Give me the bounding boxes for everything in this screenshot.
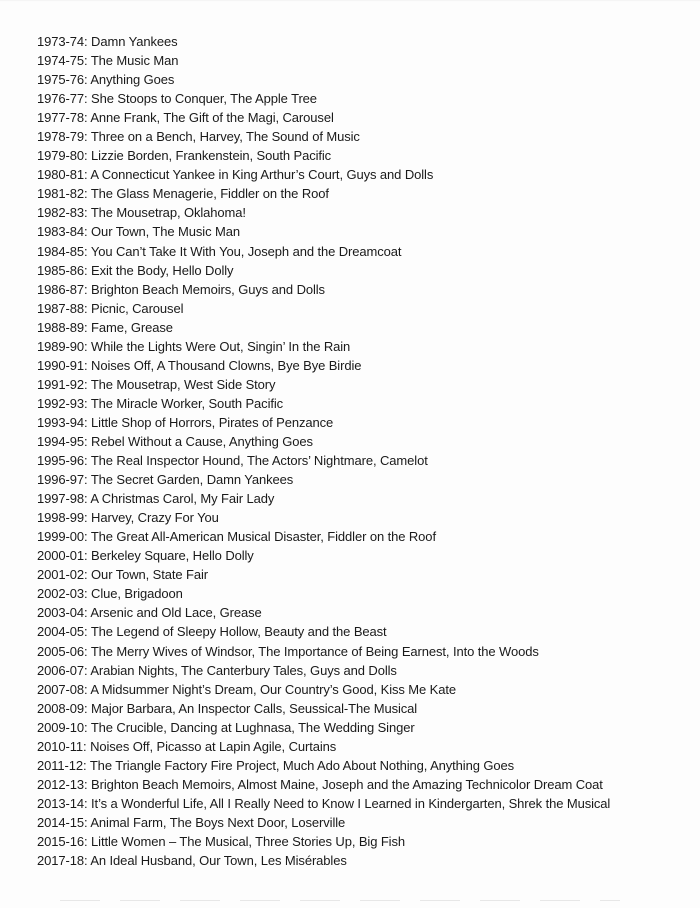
season-shows: Arabian Nights, The Canterbury Tales, Guys and Dolls <box>90 662 397 678</box>
season-entry <box>37 299 610 318</box>
season-year: 1986-87 : <box>37 282 91 297</box>
season-entry <box>37 546 610 565</box>
season-entry <box>37 375 610 394</box>
season-shows: The Legend of Sleepy Hollow, Beauty and the Beast <box>90 624 387 640</box>
season-year: 1987-88 : <box>37 301 91 316</box>
season-shows: A Midsummer Night’s Dream, Our Country’s Good, Kiss Me Kate <box>90 681 457 697</box>
season-shows: Little Shop of Horrors, Pirates of Penzance <box>91 414 334 430</box>
season-entry <box>37 394 610 413</box>
season-year: 1988-89 : <box>37 320 91 335</box>
season-year: 1998-99 : <box>37 510 91 525</box>
season-entry <box>37 508 610 527</box>
season-year: 1973-74 : <box>37 34 91 49</box>
season-shows: You Can’t Take It With You, Joseph and the Dreamcoat <box>90 243 402 259</box>
season-entry <box>37 165 610 184</box>
season-shows: The Great All-American Musical Disaster, Fiddler on the Roof <box>90 529 436 545</box>
season-shows: Little Women – The Musical, Three Stories Up, Big Fish <box>91 833 406 849</box>
season-year: 1983-84 : <box>37 224 91 239</box>
season-entry <box>37 89 610 108</box>
season-year: 2010-11 : <box>37 739 90 754</box>
scan-edge-bottom <box>60 900 620 901</box>
season-entry <box>37 756 610 775</box>
season-entry <box>37 737 610 756</box>
season-entry <box>37 661 610 680</box>
season-entry <box>37 527 610 546</box>
season-year: 1995-96 : <box>37 453 91 468</box>
season-shows: Berkeley Square, Hello Dolly <box>91 548 254 564</box>
season-year: 1974-75 : <box>37 53 91 68</box>
season-year: 2006-07 : <box>37 663 90 678</box>
season-shows: Brighton Beach Memoirs, Guys and Dolls <box>91 281 325 297</box>
season-entry <box>37 794 610 813</box>
season-shows: While the Lights Were Out, Singin’ In the Rain <box>91 338 351 354</box>
season-shows: The Glass Menagerie, Fiddler on the Roof <box>90 186 329 202</box>
season-entry <box>37 603 610 622</box>
season-shows: Anything Goes <box>90 72 175 88</box>
season-entry <box>37 413 610 432</box>
season-entry <box>37 280 610 299</box>
season-entry <box>37 680 610 699</box>
season-year: 2017-18 : <box>37 853 90 868</box>
season-shows: Rebel Without a Cause, Anything Goes <box>91 433 313 449</box>
season-shows: A Christmas Carol, My Fair Lady <box>90 491 275 507</box>
season-year: 2000-01 : <box>37 548 91 563</box>
season-year: 2001-02 : <box>37 567 91 582</box>
season-entry <box>37 108 610 127</box>
season-shows: The Triangle Factory Fire Project, Much Ado About Nothing, Anything Goes <box>89 757 515 773</box>
season-shows: Our Town, State Fair <box>91 567 209 583</box>
season-shows: The Mousetrap, Oklahoma! <box>90 205 246 221</box>
season-year: 2013-14 : <box>37 796 91 811</box>
season-entry <box>37 813 610 832</box>
season-entry <box>37 184 610 203</box>
season-year: 1991-92 : <box>37 377 91 392</box>
season-shows: She Stoops to Conquer, The Apple Tree <box>91 91 317 107</box>
season-year: 1978-79 : <box>37 129 91 144</box>
season-entry <box>37 718 610 737</box>
season-entry <box>37 70 610 89</box>
season-year: 1994-95 : <box>37 434 91 449</box>
season-year: 2011-12 : <box>37 758 90 773</box>
season-year: 1976-77 : <box>37 91 91 106</box>
season-shows: The Mousetrap, West Side Story <box>90 376 276 392</box>
season-year: 1985-86 : <box>37 263 91 278</box>
season-year: 1992-93 : <box>37 396 91 411</box>
season-list <box>37 32 610 870</box>
season-shows: Noises Off, A Thousand Clowns, Bye Bye Birdie <box>91 357 362 373</box>
season-shows: Harvey, Crazy For You <box>91 510 219 526</box>
season-year: 1980-81 : <box>37 167 90 182</box>
season-shows: An Ideal Husband, Our Town, Les Misérables <box>90 853 347 869</box>
season-entry <box>37 261 610 280</box>
season-year: 1993-94 : <box>37 415 91 430</box>
season-year: 1979-80 : <box>37 148 91 163</box>
season-entry <box>37 222 610 241</box>
season-year: 1975-76 : <box>37 72 90 87</box>
season-year: 1996-97 : <box>37 472 91 487</box>
season-shows: The Crucible, Dancing at Lughnasa, The Wedding Singer <box>90 719 415 735</box>
season-year: 2008-09 : <box>37 701 91 716</box>
season-year: 2007-08 : <box>37 682 90 697</box>
season-year: 1997-98 : <box>37 491 90 506</box>
season-shows: Brighton Beach Memoirs, Almost Maine, Joseph and the Amazing Technicolor Dream Coat <box>91 776 603 792</box>
season-year: 2009-10 : <box>37 720 91 735</box>
season-shows: Damn Yankees <box>91 34 178 49</box>
season-entry <box>37 242 610 261</box>
season-year: 2012-13 : <box>37 777 91 792</box>
season-year: 1982-83 : <box>37 205 91 220</box>
season-shows: The Music Man <box>90 53 179 69</box>
season-entry <box>37 451 610 470</box>
season-shows: The Real Inspector Hound, The Actors’ Nightmare, Camelot <box>90 453 428 469</box>
season-entry <box>37 127 610 146</box>
season-year: 2005-06 : <box>37 644 91 659</box>
season-entry <box>37 642 610 661</box>
season-entry <box>37 146 610 165</box>
season-entry <box>37 851 610 870</box>
season-shows: Arsenic and Old Lace, Grease <box>90 605 262 621</box>
season-shows: The Merry Wives of Windsor, The Importance of Being Earnest, Into the Woods <box>90 643 539 659</box>
season-shows: The Miracle Worker, South Pacific <box>90 395 284 411</box>
season-shows: Fame, Grease <box>91 319 173 335</box>
season-shows: Noises Off, Picasso at Lapin Agile, Curtains <box>90 738 337 754</box>
season-entry <box>37 489 610 508</box>
season-year: 1981-82 : <box>37 186 91 201</box>
season-shows: Picnic, Carousel <box>91 300 184 316</box>
season-shows: Three on a Bench, Harvey, The Sound of Music <box>90 129 360 145</box>
season-year: 2015-16 : <box>37 834 91 849</box>
season-entry <box>37 337 610 356</box>
season-year: 1989-90 : <box>37 339 91 354</box>
scan-edge-top <box>0 0 700 2</box>
season-entry <box>37 699 610 718</box>
season-shows: Clue, Brigadoon <box>91 586 183 602</box>
season-year: 2003-04 : <box>37 605 90 620</box>
season-year: 1984-85 : <box>37 244 91 259</box>
season-entry <box>37 203 610 222</box>
season-entry <box>37 32 610 51</box>
season-year: 2014-15 : <box>37 815 90 830</box>
season-shows: Exit the Body, Hello Dolly <box>91 262 234 278</box>
season-shows: Animal Farm, The Boys Next Door, Loserville <box>90 814 346 830</box>
season-shows: Our Town, The Music Man <box>91 224 240 240</box>
season-shows: A Connecticut Yankee in King Arthur’s Court, Guys and Dolls <box>90 167 434 183</box>
season-entry <box>37 356 610 375</box>
season-entry <box>37 565 610 584</box>
season-entry <box>37 432 610 451</box>
season-year: 1999-00 : <box>37 529 91 544</box>
season-shows: It’s a Wonderful Life, All I Really Need to Know I Learned in Kindergarten, Shrek the Musical <box>91 795 611 811</box>
season-year: 2002-03 : <box>37 586 91 601</box>
season-shows: Anne Frank, The Gift of the Magi, Carousel <box>90 110 334 126</box>
season-entry <box>37 584 610 603</box>
season-entry <box>37 51 610 70</box>
season-shows: The Secret Garden, Damn Yankees <box>90 472 294 488</box>
season-entry <box>37 318 610 337</box>
season-entry <box>37 775 610 794</box>
season-year: 1990-91 : <box>37 358 91 373</box>
season-shows: Major Barbara, An Inspector Calls, Seussical-The Musical <box>91 700 418 716</box>
season-year: 1977-78 : <box>37 110 90 125</box>
season-year: 2004-05 : <box>37 624 91 639</box>
season-entry <box>37 832 610 851</box>
season-shows: Lizzie Borden, Frankenstein, South Pacific <box>91 148 332 164</box>
season-entry <box>37 470 610 489</box>
season-entry <box>37 622 610 641</box>
